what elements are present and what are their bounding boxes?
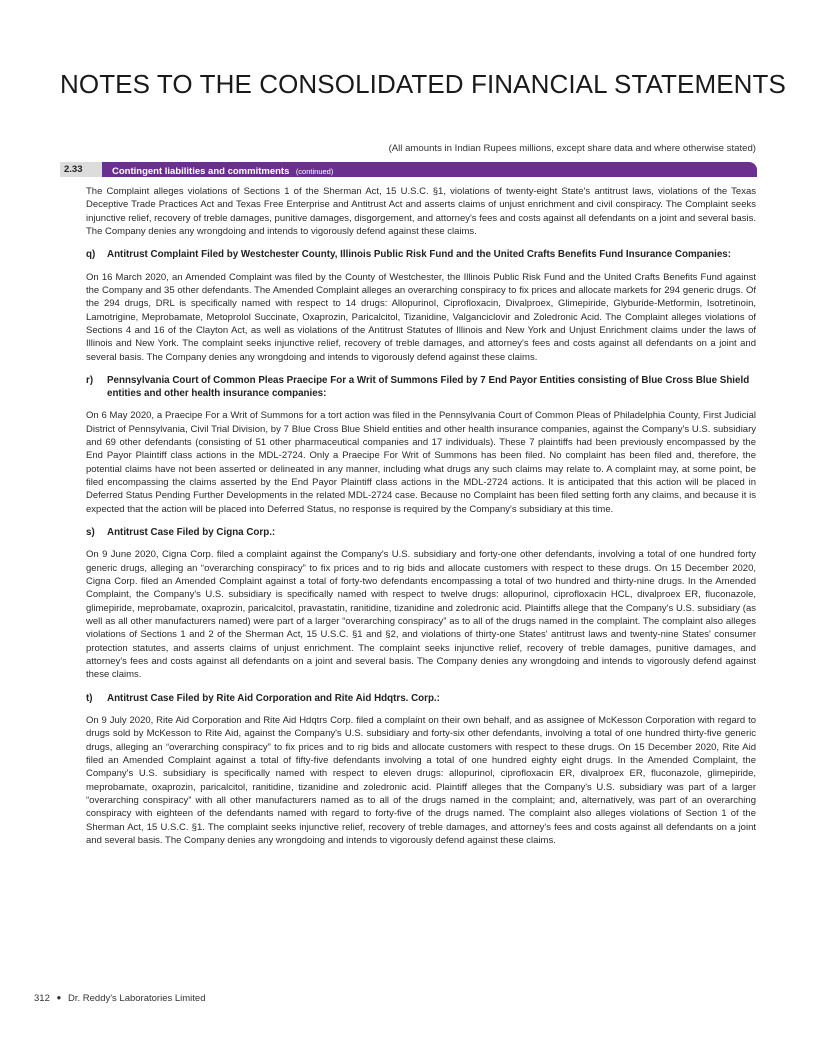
item-s-letter: s) bbox=[86, 527, 95, 539]
notes-content bbox=[86, 185, 756, 857]
item-s-heading bbox=[86, 526, 756, 539]
page-title: NOTES TO THE CONSOLIDATED FINANCIAL STATEMENTS bbox=[60, 69, 786, 99]
item-t-title: Antitrust Case Filed by Rite Aid Corporation and Rite Aid Hdqtrs. Corp.: bbox=[107, 692, 440, 704]
item-q-title: Antitrust Complaint Filed by Westchester County, Illinois Public Risk Fund and the United Crafts Benefits Fund Insurance Companies: bbox=[107, 249, 731, 261]
section-title-band bbox=[102, 162, 757, 177]
item-q-heading bbox=[86, 248, 756, 261]
item-r-heading bbox=[86, 374, 756, 400]
item-t-heading bbox=[86, 692, 756, 705]
item-q-body: On 16 March 2020, an Amended Complaint was filed by the County of Westchester, the Illinois Public Risk Fund and the United Crafts Benefits Fund against the Company and 35 other defendants. The Amended Complaint alleges an overarching conspiracy to fix prices and allocate markets for 294 generic drugs. Of the 294 drugs, DRL is specifically named with respect to 14 drugs: Allopurinol, Ciprofloxacin, Divalproex, Glimepiride, Glyburide-Metformin, Isotretinoin, Lamotrigine, Meprobamate, Metoprolol Succinate, Oxaprozin, Paricalcitol, Tizanidine, Valganciclovir and Zoledronic Acid. The Complaint alleges violations of Sections 4 and 16 of the Clayton Act, as well as violations of the Antitrust Statutes of Illinois and New York and Unjust Enrichment claims under the laws of Illinois and New York. The complaint seeks injunctive relief, recovery of treble damages, and attorney's fees and costs against all defendants on a joint and several basis. The Company denies any wrongdoing and intends to vigorously defend against these claims. bbox=[86, 271, 756, 363]
intro-paragraph: The Complaint alleges violations of Sections 1 of the Sherman Act, 15 U.S.C. §1, violations of twenty-eight State's antitrust laws, violations of the Texas Deceptive Trade Practices Act and Texas Free Enterprise and Antitrust Act and asserts claims of unjust enrichment and civil conspiracy. The Complaint seeks injunctive relief, recovery of treble damages, punitive damages, disgorgement, and attorney's fees and costs against all defendants on a joint and several basis. The Company denies any wrongdoing and intends to vigorously defend against these claims. bbox=[86, 186, 756, 238]
item-r-letter: r) bbox=[86, 374, 94, 386]
amounts-note: (All amounts in Indian Rupees millions, except share data and where otherwise stated) bbox=[388, 143, 756, 154]
bullet-icon: ● bbox=[56, 993, 62, 1002]
item-q-letter: q) bbox=[86, 249, 96, 261]
item-s-title: Antitrust Case Filed by Cigna Corp.: bbox=[107, 527, 276, 539]
item-r-title: Pennsylvania Court of Common Pleas Praecipe For a Writ of Summons Filed by 7 End Payor Entities consisting of Blue Cross Blue Shield entities and other health insurance companies: bbox=[107, 374, 750, 400]
company-name: Dr. Reddy's Laboratories Limited bbox=[67, 993, 206, 1004]
item-t-body: On 9 July 2020, Rite Aid Corporation and Rite Aid Hdqtrs Corp. filed a complaint on their own behalf, and as assignee of McKesson Corporation with regard to drugs sold by McKesson to Rite Aid, against the Company's U.S. subsidiary and forty-six other defendants, involving a total of one hundred thirty-five generic drugs, alleging an “overarching conspiracy” to fix prices and to rig bids and allocate customers with respect to these drugs. On 15 December 2020, Rite Aid filed an Amended Complaint against a total of fifty-five defendants involving a total of one hundred eighty eight drugs. In the Amended Complaint, the Company's U.S. subsidiary is specifically named with respect to eleven drugs: allopurinol, ciprofloxacin ER, divalproex ER, fluconazole, glimepiride, meprobamate, oxaprozin, paricalcitol, ranitidine, tizanidine and zoledronic acid. Plaintiff alleges that the Company's U.S. subsidiary was part of a larger “overarching conspiracy” with all other manufacturers named as to all of the drugs named in the complaint; and, alternatively, was part of an overarching conspiracy with eighteen of the defendants named with regard to forty-five of the drugs named. The complaint also alleges violations of Section 1 of the Sherman Act, 15 U.S.C. §1. The complaint seeks injunctive relief, recovery of treble damages, and attorney's fees and costs against all defendants on a joint and several basis. The Company denies any wrongdoing and intends to vigorously defend against these claims. bbox=[86, 714, 756, 847]
item-r-body: On 6 May 2020, a Praecipe For a Writ of Summons for a tort action was filed in the Pennsylvania Court of Common Pleas of Philadelphia County, First Judicial District of Pennsylvania, Civil Trial Division, by 7 Blue Cross Blue Shield entities and other health insurance companies, against the Company's U.S. subsidiary and 69 other defendants (consisting of 51 other pharmaceutical companies and 17 individuals). These 7 plaintiffs had been previously encompassed by the End Payor Plaintiff class actions in the MDL-2724. Only a Praecipe For Writ of Summons has been filed. No complaint has been filed and, therefore, the potential claims have not been asserted or delineated in any manner, including what drugs any such claims may relate to. A complaint may, at some point, be filed encompassing the claims asserted by the End Payor Plaintiff class actions in the MDL-2724 actions. It is anticipated that this action will be placed in Deferred Status Pending Further Developments in the related MDL-2724 case. Because no Complaint has been filed setting forth any claims, and because it is expected that the action will be placed into Deferred Status, no response is required by the Company's subsidiary at this time. bbox=[86, 410, 756, 515]
section-title: Contingent liabilities and commitments bbox=[112, 166, 290, 177]
section-number: 2.33 bbox=[60, 162, 102, 177]
item-s-body: On 9 June 2020, Cigna Corp. filed a complaint against the Company's U.S. subsidiary and forty-one other defendants, involving a total of one hundred forty generic drugs, alleging an “overarching conspiracy” to fix prices and to rig bids and allocate customers with respect to these drugs. On 15 December 2020, Cigna Corp. filed an Amended Complaint against a total of forty-two defendants encompassing a total of two hundred and thirty-nine drugs. In the Amended Complaint, the Company's U.S. subsidiary is specifically named with respect to twelve drugs: allopurinol, ciprofloxacin HCL, divalproex ER, fluconazole, glimepiride, meprobamate, oxaprozin, paricalcitol, pravastatin, ranitidine, tizanidine and zoledronic acid. Plaintiffs allege that the Company's U.S. subsidiary (as well as all other manufacturers named) were part of a larger “overarching conspiracy” as to all of the drugs named in the complaint. The complaint also alleges violations of Sections 1 and 2 of the Sherman Act, 15 U.S.C. §1 and §2, and violations of thirty-one States' antitrust laws and twenty-nine States' consumer protection statutes, and asserts claims of unjust enrichment. The complaint seeks injunctive relief, recovery of treble damages, punitive damages, and attorney's fees and costs against all defendants on a joint and several basis. The Company denies any wrongdoing and intends to vigorously defend against these claims. bbox=[86, 549, 756, 681]
section-continued-label: (continued) bbox=[295, 167, 334, 176]
section-header-bar bbox=[60, 162, 757, 177]
page-footer bbox=[34, 993, 206, 1004]
item-t-letter: t) bbox=[86, 692, 93, 704]
page-number: 312 bbox=[34, 993, 50, 1004]
